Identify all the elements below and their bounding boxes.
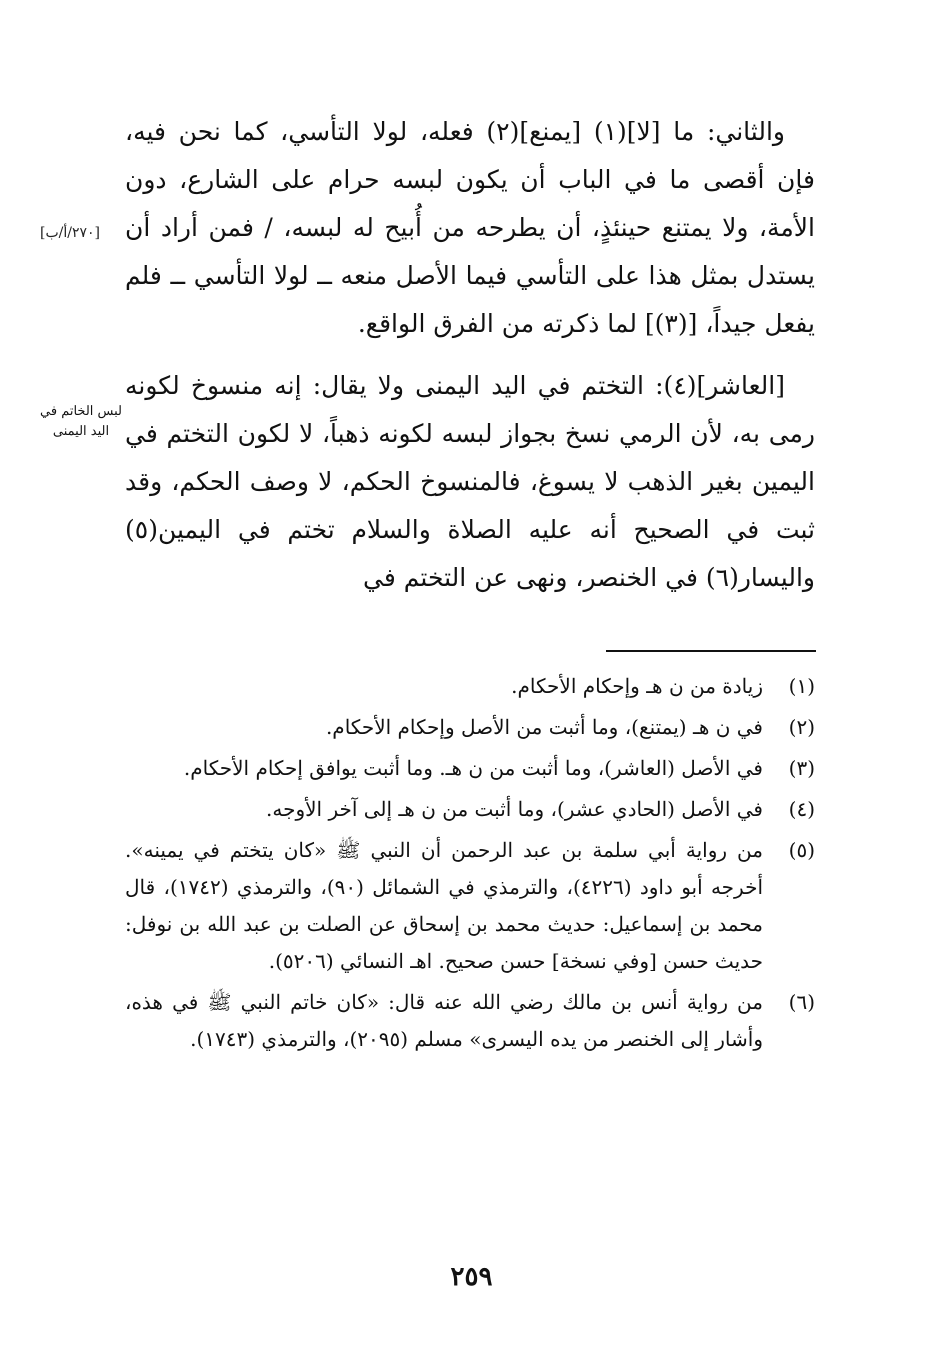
main-text [125,108,815,602]
footnote-text: في الأصل (الحادي عشر)، وما أثبت من ن هـ إلى آخر الأوجه. [266,797,763,821]
margin-side-note: لبس الخاتم في اليد اليمنى [40,404,122,439]
footnote-separator [606,650,816,652]
footnote-number: (٣) [788,756,815,780]
footnote-item [125,709,815,746]
footnote-item [125,668,815,705]
footnote-text: زيادة من ن هـ وإحكام الأحكام. [511,674,763,698]
footnote-number: (١) [788,674,815,698]
page-number: ٢٥٩ [450,1262,493,1292]
paragraph-tenth-point: [العاشر](٤): التختم في اليد اليمنى ولا يقال: إنه منسوخ لكونه رمى به، لأن الرمي نسخ بجواز لبسه لكونه ذهباً، لا لكون التختم في اليمين بغير الذهب لا يسوغ، فالمنسوخ الحكم، لا وصف الحكم، وقد ثبت في الصحيح أنه عليه الصلاة والسلام تختم في اليمين(٥) واليسار(٦) في الخنصر، ونهى عن التختم في [125,371,815,592]
footnote-text: في الأصل (العاشر)، وما أثبت من ن هـ. وما أثبت يوافق إحكام الأحكام. [183,756,763,780]
footnote-number: (٦) [788,990,815,1014]
footnote-item [125,750,815,787]
footnote-text: من رواية أبي سلمة بن عبد الرحمن أن النبي ﷺ «كان يتختم في يمينه». أخرجه أبو داود (٤٢٢٦)، والترمذي في الشمائل (٩٠)، والترمذي (١٧٤٢)، قال محمد بن إسماعيل: حديث محمد بن إسحاق عن الصلت بن عبد الله بن نوفل: حديث حسن [وفي نسخة] حسن صحيح. اهـ النسائي (٥٢٠٦). [125,838,763,973]
footnote-item [125,791,815,828]
footnote-text: من رواية أنس بن مالك رضي الله عنه قال: «كان خاتم النبي ﷺ في هذه، وأشار إلى الخنصر من يده اليسرى» مسلم (٢٠٩٥)، والترمذي (١٧٤٣). [125,990,763,1051]
footnote-text: في ن هـ (يمتنع)، وما أثبت من الأصل وإحكام الأحكام. [325,715,763,739]
footnote-number: (٥) [788,838,815,862]
footnote-number: (٢) [788,715,815,739]
folio-reference: [٢٧٠/أ/ب] [40,225,100,241]
paragraph-second-point: والثاني: ما [لا](١) [يمنع](٢) فعله، لولا التأسي، كما نحن فيه، فإن أقصى ما في الباب أن يكون لبسه حرام على الشارع، دون الأمة، ولا يمتنع حينئذٍ، أن يطرحه من أُبيح له لبسه، / فمن أراد أن يستدل بمثل هذا على التأسي فيما الأصل منعه ــ لولا التأسي ــ فلم يفعل جيداً، [(٣)] لما ذكرته من الفرق الواقع. [125,117,815,338]
footnotes [125,668,815,1062]
footnote-item [125,832,815,980]
footnote-number: (٤) [788,797,815,821]
footnote-item [125,984,815,1058]
